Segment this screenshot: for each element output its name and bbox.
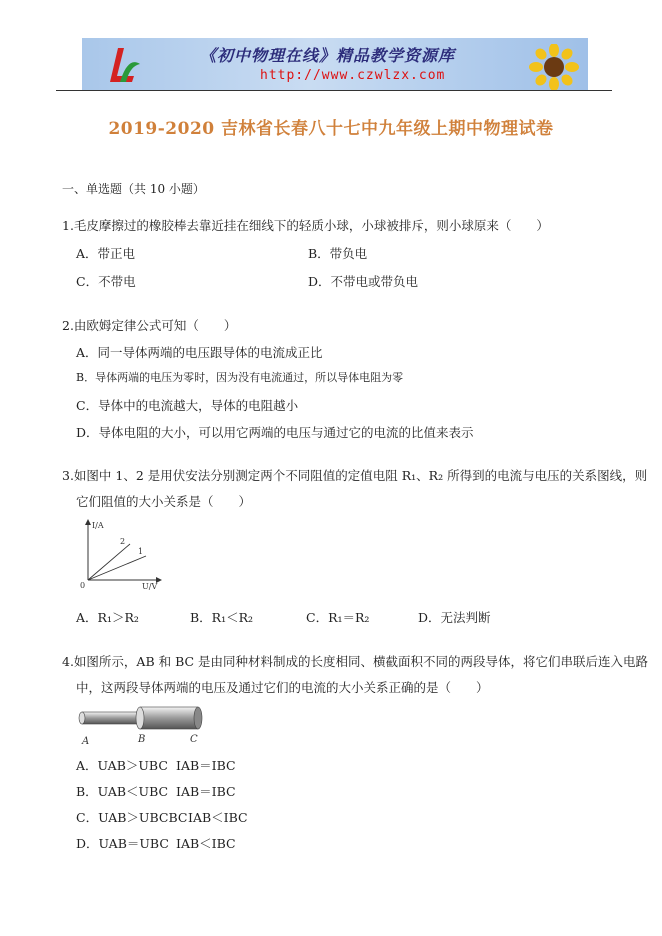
q1-option-a: A．带正电 — [76, 246, 136, 261]
q3-option-b: B．R₁＜R₂ — [190, 610, 254, 625]
q2-option-c: C．导体中的电流越大，导体的电阻越小 — [76, 398, 299, 413]
q4-option-d-voltage: D．UAB＝UBC — [76, 836, 169, 851]
graph-xlabel: U/V — [142, 582, 158, 590]
header-rule — [56, 90, 612, 91]
sunflower-icon — [526, 44, 582, 90]
section-heading: 一、单选题（共 10 小题） — [62, 182, 205, 196]
q1-option-d: D．不带电或带负电 — [308, 274, 419, 289]
question-1-stem: 1.毛皮摩擦过的橡胶棒去靠近挂在细线下的轻质小球，小球被排斥，则小球原来（ ） — [62, 218, 549, 233]
q4-option-b-current: IAB＝IBC — [176, 784, 236, 799]
iu-graph — [76, 518, 166, 590]
question-4-stem-line1: 4.如图所示，AB 和 BC 是由同种材料制成的长度相同、横截面积不同的两段导体，将它们串联后连入电路 — [62, 654, 649, 669]
graph-origin: 0 — [80, 581, 86, 590]
graph-ylabel: I/A — [92, 521, 104, 530]
q4-option-a-voltage: A．UAB＞UBC — [76, 758, 168, 773]
banner-title: 《初中物理在线》精品教学资源库 — [200, 46, 456, 65]
q4-option-d-current: IAB＜IBC — [176, 836, 236, 851]
q1-option-b: B．带负电 — [308, 246, 368, 261]
figure-label-a: A — [82, 736, 90, 747]
q3-option-c: C．R₁＝R₂ — [306, 610, 370, 625]
figure-label-c: C — [190, 734, 198, 745]
q2-option-b: B．导体两端的电压为零时，因为没有电流通过，所以导体电阻为零 — [76, 371, 404, 384]
q4-option-c-voltage: C．UAB＞UBCBC — [76, 810, 188, 825]
conductor-figure — [76, 702, 206, 748]
graph-line2-label: 2 — [120, 537, 126, 546]
document-title: 2019-2020 吉林省长春八十七中九年级上期中物理试卷 — [108, 119, 554, 139]
graph-line1-label: 1 — [138, 547, 144, 556]
q4-option-a-current: IAB＝IBC — [176, 758, 236, 773]
q2-option-d: D．导体电阻的大小，可以用它两端的电压与通过它的电流的比值来表示 — [76, 425, 474, 440]
question-3-stem-line1: 3.如图中 1、2 是用伏安法分别测定两个不同阻值的定值电阻 R₁、R₂ 所得到的电流与电压的关系图线，则 — [62, 468, 648, 483]
site-logo-icon — [100, 42, 142, 86]
question-2-stem: 2.由欧姆定律公式可知（ ） — [62, 318, 237, 333]
q4-option-c-current: IAB＜IBC — [188, 810, 248, 825]
q4-option-b-voltage: B．UAB＜UBC — [76, 784, 169, 799]
q1-option-c: C．不带电 — [76, 274, 136, 289]
banner-url: http://www.czwlzx.com — [260, 68, 446, 83]
q3-option-a: A．R₁＞R₂ — [76, 610, 139, 625]
question-4-stem-line2: 中，这两段导体两端的电压及通过它们的电流的大小关系正确的是（ ） — [76, 680, 489, 695]
q3-option-d: D．无法判断 — [418, 610, 491, 625]
question-3-stem-line2: 它们阻值的大小关系是（ ） — [76, 494, 252, 509]
header-banner — [82, 38, 588, 90]
figure-label-b: B — [138, 734, 146, 745]
q2-option-a: A．同一导体两端的电压跟导体的电流成正比 — [76, 345, 323, 360]
